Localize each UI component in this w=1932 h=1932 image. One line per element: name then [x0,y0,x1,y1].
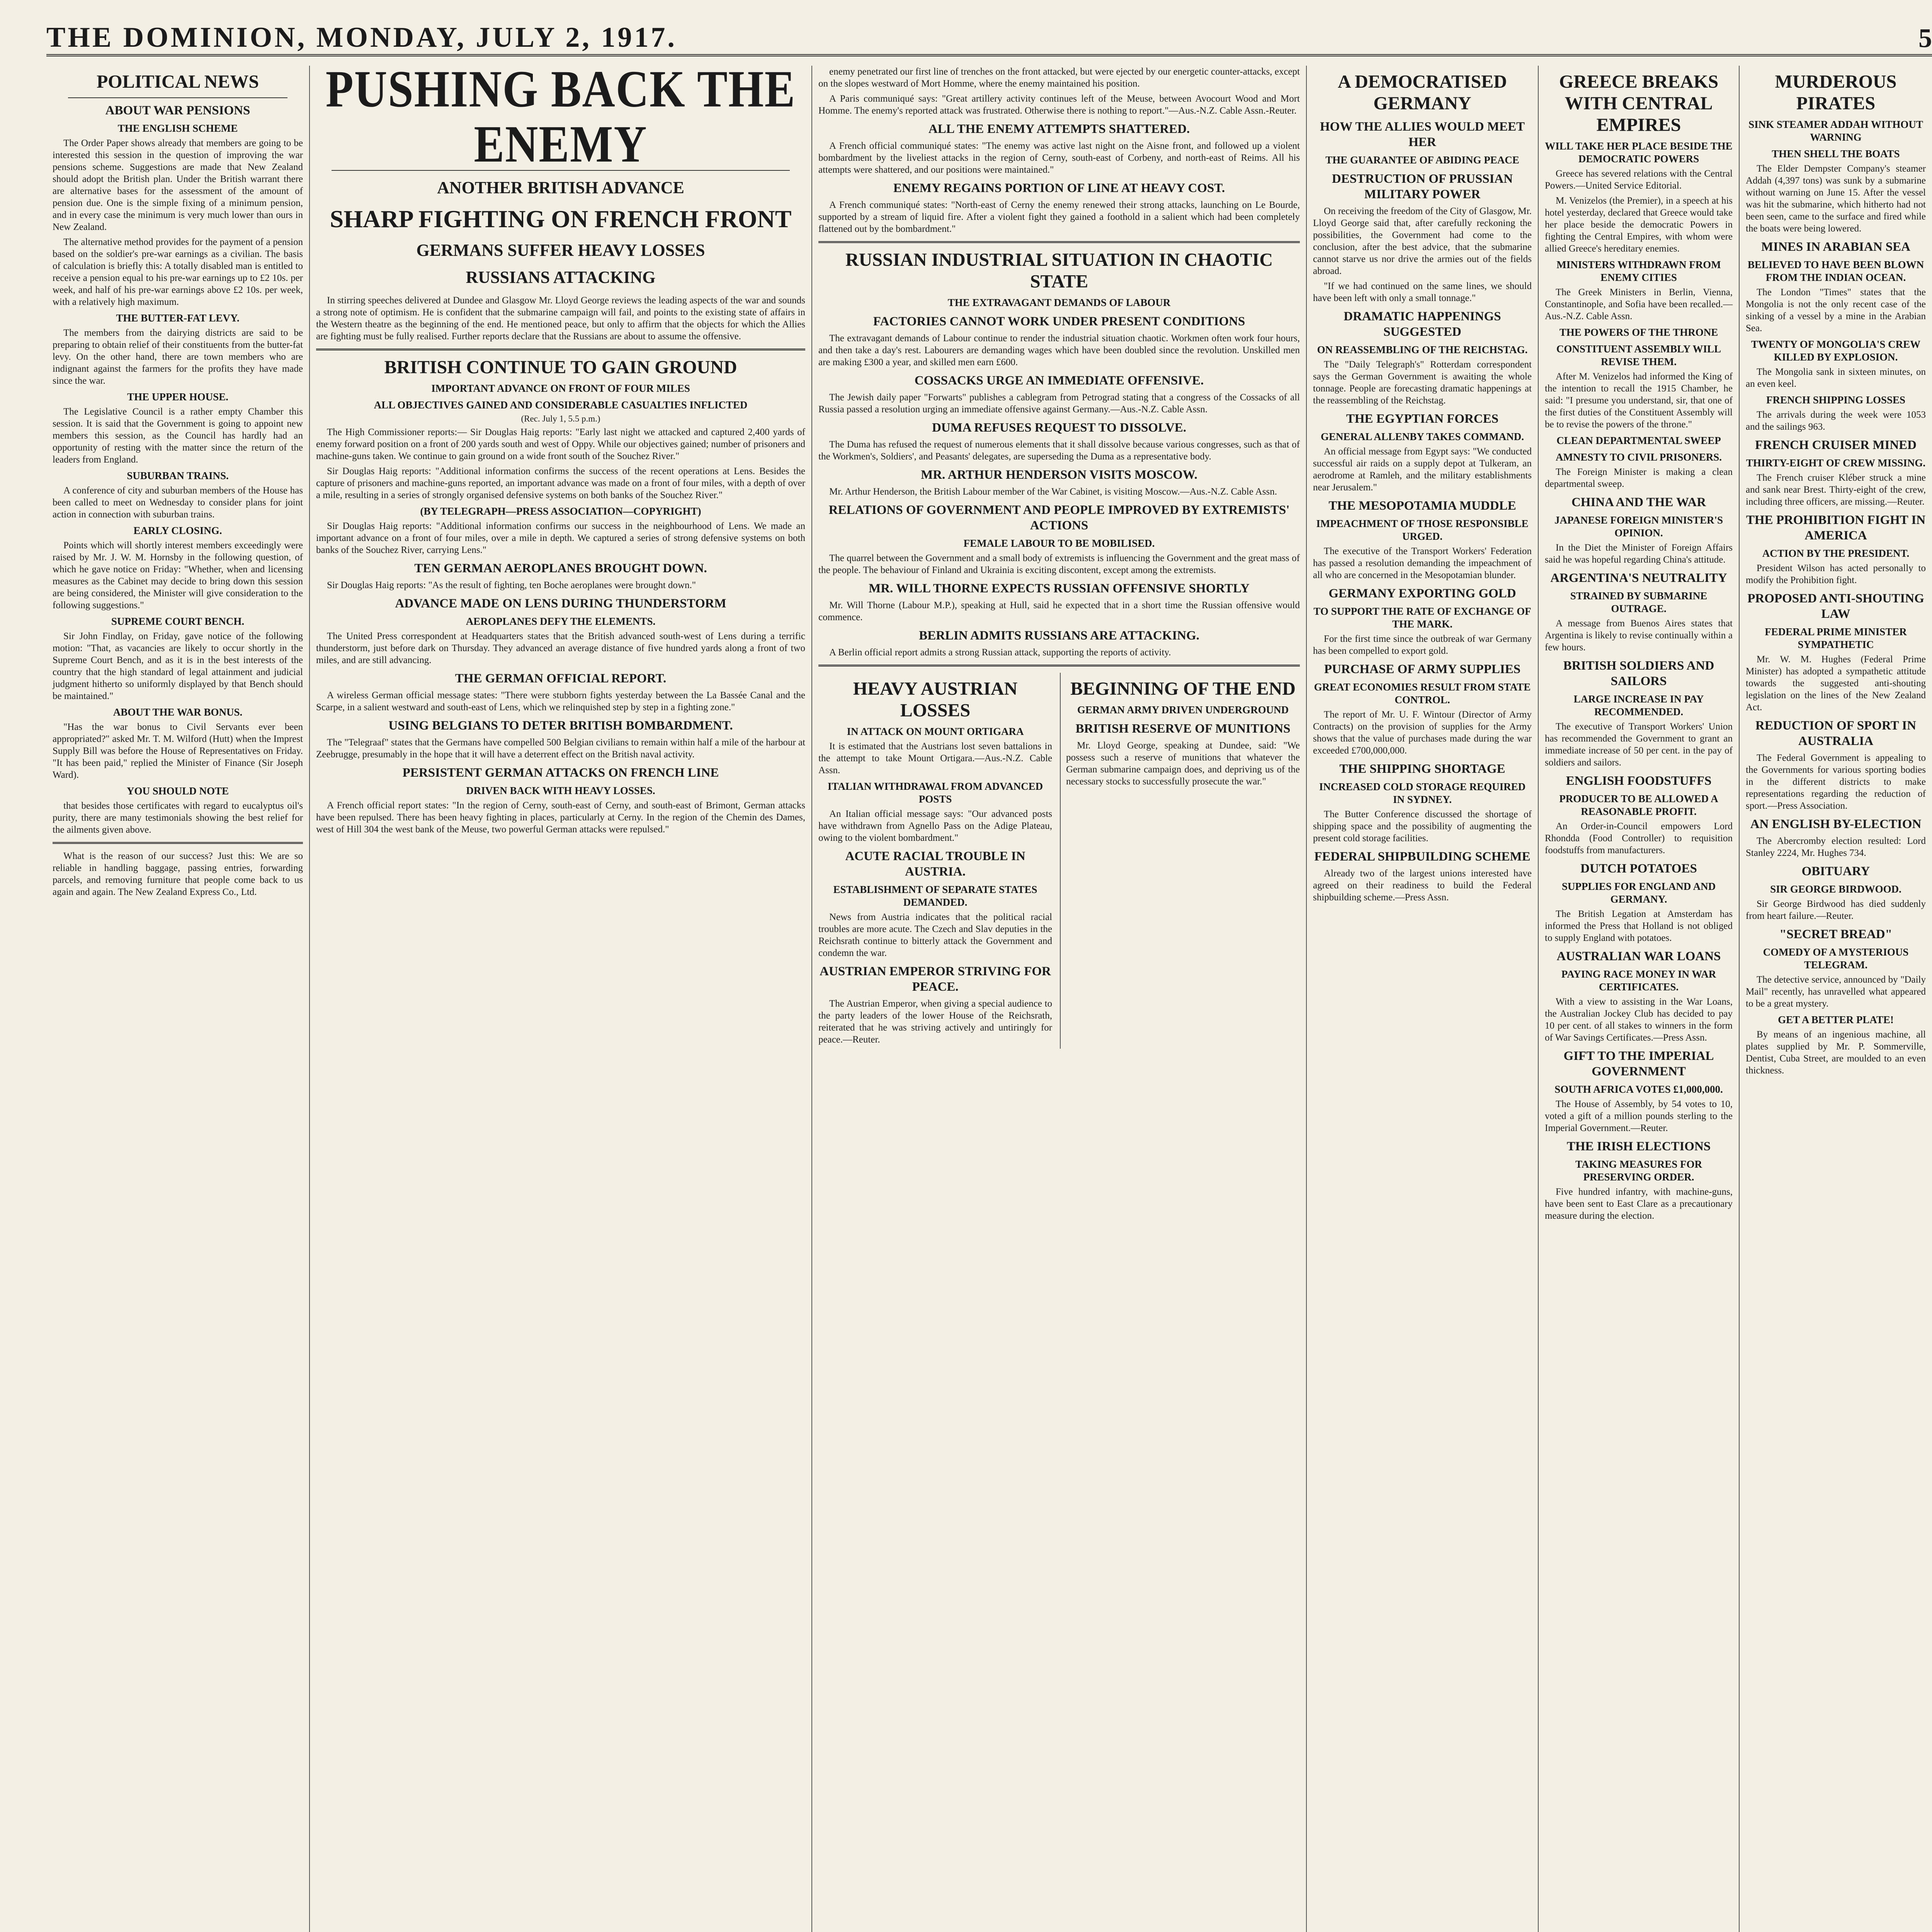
headline: GIFT TO THE IMPERIAL GOVERNMENT [1563,1049,1714,1078]
austrian-news [818,673,1052,1049]
headline: ADVANCE MADE ON LENS DURING THUNDERSTORM [395,597,726,611]
headline: BRITISH RESERVE OF MUNITIONS [1075,722,1291,736]
subheadline: SUBURBAN TRAINS. [127,470,229,481]
article-text: News from Austria indicates that the political racial troubles are more acute. The Czech and Slav deputies in the Reichsrath continue to bitterly attack the Government and condemn the war. [818,912,1052,958]
article-text: It is estimated that the Austrians lost seven battalions in the attempt to take Mount Ortigara.—Aus.-N.Z. Cable Assn. [818,741,1052,776]
article-text: Points which will shortly interest members exceedingly were raised by Mr. J. W. M. Hornsby in the following question, of which he gave notice on Friday: "Whether, when and licensing measures as the Cabinet may decide to bring down this session are being considered, the Minister will give consideration to the following suggestions." [53,540,303,611]
article-text: In stirring speeches delivered at Dundee and Glasgow Mr. Lloyd George reviews the leading aspects of the war and sounds a strong note of optimism. He is confident that the submarine campaign will fail, and points to the existing state of affairs in the Western theatre as the beginning of the end. He mentioned peace, but only to affirm that the objects for which the Allies are fighting must be fully realised. Further reports declare that the Russians are about to assume the offensive. [316,295,805,342]
article-text: The quarrel between the Government and a small body of extremists is influencing the Government and the great mass of the people. The behaviour of Finland and Ukrainia is exciting discontent, except among the extremists. [818,553,1300,575]
article-text: Already two of the largest unions interested have agreed on their readiness to build the Federal shipbuilding scheme.—Press Assn. [1313,868,1532,903]
headline: PURCHASE OF ARMY SUPPLIES [1324,662,1521,676]
subheadline: ACTION BY THE PRESIDENT. [1762,548,1910,559]
headline: SHARP FIGHTING ON FRENCH FRONT [330,205,792,233]
article-text: The British Legation at Amsterdam has informed the Press that Holland is not obliged to supply England with potatoes. [1545,909,1733,943]
subheadline: GERMAN ARMY DRIVEN UNDERGROUND [1077,704,1289,716]
subheadline: AMNESTY TO CIVIL PRISONERS. [1555,451,1722,463]
advertisement-text: What is the reason of our success? Just this: We are so reliable in handling baggage, passing entries, forwarding parcels, and removing furniture that people come back to us again and again. The New Zealand Express Co., Ltd. [53,851,303,897]
subheadline: TAKING MEASURES FOR PRESERVING ORDER. [1575,1158,1702,1183]
headline: GERMANY EXPORTING GOLD [1328,587,1516,600]
page-number: 5 [1918,24,1932,53]
headline: FRENCH CRUISER MINED [1755,438,1917,452]
article-text: The Foreign Minister is making a clean departmental sweep. [1545,467,1733,489]
subheadline: SIR GEORGE BIRDWOOD. [1770,883,1901,895]
headline: ENGLISH FOODSTUFFS [1566,774,1712,788]
headline: THE GERMAN OFFICIAL REPORT. [455,672,667,685]
headline: MR. WILL THORNE EXPECTS RUSSIAN OFFENSIVE SHORTLY [869,582,1250,595]
article-text: The executive of the Transport Workers' Federation has passed a resolution demanding the impeachment of all who are concerned in the Mesopotamian blunder. [1313,546,1532,580]
article-text: Mr. Lloyd George, speaking at Dundee, said: "We possess such a reserve of munitions that whatever the German submarine campaign does, and depriving us of the necessary stocks to successfully prosecute the war." [1066,740,1300,787]
subheadline: THE EXTRAVAGANT DEMANDS OF LABOUR [947,297,1171,308]
headline: ACUTE RACIAL TROUBLE IN AUSTRIA. [845,849,1026,879]
dateline: (Rec. July 1, 5.5 p.m.) [521,414,600,423]
subheadline: THE GUARANTEE OF ABIDING PEACE [1325,154,1519,166]
article-text: The alternative method provides for the payment of a pension based on the soldier's pre-war earnings as a civilian. The basis of calculation is briefly this: A totally disabled man is entitled to receive a pension equal to his pre-war earnings up to £2 10s. per week, and half of his pre-war earnings above £2 10s. per week, with a relatively high maximum. [53,237,303,307]
headline: PROPOSED ANTI-SHOUTING LAW [1747,592,1924,621]
subheadline: SUPPLIES FOR ENGLAND AND GERMANY. [1561,881,1716,905]
headline: RELATIONS OF GOVERNMENT AND PEOPLE IMPROVED BY EXTREMISTS' ACTIONS [828,503,1290,532]
subheadline: ALL OBJECTIVES GAINED AND CONSIDERABLE CASUALTIES INFLICTED [374,399,748,411]
subheadline: INCREASED COLD STORAGE REQUIRED IN SYDNEY. [1319,781,1526,805]
article-text: The French cruiser Kléber struck a mine and sank near Brest. Thirty-eight of the crew, including three officers, are missing.—Reuter. [1746,473,1926,507]
subheadline: ON REASSEMBLING OF THE REICHSTAG. [1317,344,1528,355]
article-text: A message from Buenos Aires states that Argentina is likely to revise continually within a few hours. [1545,618,1733,653]
subheadline: TWENTY OF MONGOLIA'S CREW KILLED BY EXPLOSION. [1751,338,1921,363]
article-text: The Duma has refused the request of numerous elements that it shall dissolve because various congresses, such as that of the Workmen's, Soldiers', and Peasants' delegates, are superseding the Duma as a representative body. [818,439,1300,462]
subheadline: THE POWERS OF THE THRONE [1559,327,1718,338]
headline: ALL THE ENEMY ATTEMPTS SHATTERED. [928,122,1190,136]
headline: CHINA AND THE WAR [1571,495,1706,509]
article-text: The Greek Ministers in Berlin, Vienna, Constantinople, and Sofia have been recalled.—Aus.-N.Z. Cable Assn. [1545,287,1733,321]
headline: DRAMATIC HAPPENINGS SUGGESTED [1344,310,1501,339]
article-text: "Has the war bonus to Civil Servants ever been appropriated?" asked Mr. T. M. Wilford (Hutt) when the Imprest Supply Bill was before the House of Representatives on Friday. "It has been paid," replied the Minister of Finance (Sir Joseph Ward). [53,722,303,780]
article-text: The Elder Dempster Company's steamer Addah (4,397 tons) was sunk by a submarine without warning on June 15. After the vessel was hit the submarine, which hitherto had not been seen, came to the surface and fired while the boats were being lowered. [1746,163,1926,234]
subheadline: ESTABLISHMENT OF SEPARATE STATES DEMANDED. [833,884,1037,908]
article-text: The executive of Transport Workers' Union has recommended the Government to grant an immediate increase of 50 per cent. in the pay of soldiers and sailors. [1545,721,1733,768]
subheadline: WILL TAKE HER PLACE BESIDE THE DEMOCRATIC POWERS [1545,140,1733,165]
subheadline: IMPORTANT ADVANCE ON FRONT OF FOUR MILES [431,383,690,394]
subheadline: EARLY CLOSING. [133,525,222,536]
column-russia-news [811,66,1306,1932]
article-text: In the Diet the Minister of Foreign Affairs said he was hopeful regarding China's attitude. [1545,543,1733,565]
page-title: THE DOMINION, MONDAY, JULY 2, 1917. [46,22,677,53]
article-text: Five hundred infantry, with machine-guns, have been sent to East Clare as a precautionary measure during the election. [1545,1187,1733,1221]
headline: AUSTRALIAN WAR LOANS [1556,949,1721,963]
article-text: The House of Assembly, by 54 votes to 10, voted a gift of a million pounds sterling to the Imperial Government.—Reuter. [1545,1099,1733,1133]
subheadline: GENERAL ALLENBY TAKES COMMAND. [1320,431,1524,442]
headline: RUSSIANS ATTACKING [466,268,656,287]
article-text: A Berlin official report admits a strong Russian attack, supporting the reports of activity. [829,647,1171,658]
article-text: The Abercromby election resulted: Lord Stanley 2224, Mr. Hughes 734. [1746,836,1926,858]
headline: BRITISH CONTINUE TO GAIN GROUND [384,357,737,378]
subheadline: SOUTH AFRICA VOTES £1,000,000. [1554,1083,1723,1095]
subheadline: BELIEVED TO HAVE BEEN BLOWN FROM THE INDIAN OCEAN. [1747,259,1924,283]
article-text: The Legislative Council is a rather empty Chamber this session. It is said that the Government is going to appoint new members this session, as the Council has hardly had an opportunity of resting with the matter since the return of the leaders from England. [53,406,303,465]
article-text: The extravagant demands of Labour continue to render the industrial situation chaotic. Workmen often work four hours, and then take a day's rest. Labourers are demanding wages which have been doubled since the revolution. Unskilled men are making £300 a year, and skilled men earn £600. [818,333,1300,367]
article-text: A French official communiqué states: "The enemy was active last night on the Aisne front, and followed up a violent bombardment by the liveliest attacks in the region of Cerny, south-east of Corbeny, and north-east of Reims. All his attempts were shattered, and our positions were maintained." [818,141,1300,175]
subheadline: AEROPLANES DEFY THE ELEMENTS. [466,616,656,627]
headline: FACTORIES CANNOT WORK UNDER PRESENT CONDITIONS [873,315,1245,328]
headline: TEN GERMAN AEROPLANES BROUGHT DOWN. [414,561,707,575]
subheadline: IMPEACHMENT OF THOSE RESPONSIBLE URGED. [1316,518,1529,542]
headline: USING BELGIANS TO DETER BRITISH BOMBARDMENT. [388,719,733,733]
article-text: An Order-in-Council empowers Lord Rhondda (Food Controller) to requisition foodstuffs from manufacturers. [1545,821,1733,855]
article-text: The Austrian Emperor, when giving a special audience to the party leaders of the lower House of the Reichsrath, reiterated that he was striving actively and untiringly for peace.—Reuter. [818,998,1052,1045]
article-text: The London "Times" states that the Mongolia is not the only recent case of the sinking of a vessel by a mine in the Arabian Sea. [1746,287,1926,333]
subheadline: PAYING RACE MONEY IN WAR CERTIFICATES. [1561,968,1716,993]
article-text: The United Press correspondent at Headquarters states that the British advanced south-west of Lens during a terrific thunderstorm, just before dark on Thursday. They advanced an average distance of five hundred yards along a front of two miles, and are still advancing. [316,631,805,665]
article-text: The report of Mr. U. F. Wintour (Director of Army Contracts) on the provision of supplies for the Army shows that the value of purchases made during the war exceeded £700,000,000. [1313,709,1532,756]
article-text: By means of an ingenious machine, all plates supplied by Mr. P. Sommerville, Dentist, Cuba Street, are moulded to an even thickness. [1746,1029,1926,1076]
article-text: A French communiqué states: "North-east of Cerny the enemy renewed their strong attacks, launching on Le Bourde, supported by a stream of liquid fire. After a violent fight they gained a foothold in a salient which had been completely flattened out by the bombardment." [818,200,1300,234]
headline: OBITUARY [1801,864,1870,878]
subheadline: FEDERAL PRIME MINISTER SYMPATHETIC [1765,626,1907,650]
headline: MR. ARTHUR HENDERSON VISITS MOSCOW. [921,468,1197,482]
article-text: With a view to assisting in the War Loans, the Australian Jockey Club has decided to pay 10 per cent. of all stakes to winners in the form of War Savings Certificates.—Press Assn. [1545,997,1733,1043]
article-text: "If we had continued on the same lines, we should have been left with only a small tonnage." [1313,281,1532,303]
headline: BERLIN ADMITS RUSSIANS ARE ATTACKING. [919,629,1199,643]
section-heading: POLITICAL NEWS [96,71,259,92]
subheadline: LARGE INCREASE IN PAY RECOMMENDED. [1573,693,1704,718]
article-text: Mr. W. M. Hughes (Federal Prime Minister) has adopted a sympathetic attitude towards the suggested anti-shouting legislation on the lines of the New Zealand Act. [1746,654,1926,713]
subheadline: COMEDY OF A MYSTERIOUS TELEGRAM. [1763,946,1909,971]
headline: AN ENGLISH BY-ELECTION [1750,817,1922,831]
article-text: Sir Douglas Haig reports: "Additional information confirms the success of the recent operations at Lens. Besides the capture of prisoners and machine-guns reported, an important advance was made on a front of four miles, with a depth of over a mile, resulting in a series of strongly organised defensive systems on both banks of the Souchez River." [316,466,805,500]
article-text: A conference of city and suburban members of the House has been called to meet on Wednesday to consider plans for joint action in connection with suburban trains. [53,485,303,520]
headline: ABOUT WAR PENSIONS [105,104,250,117]
subheadline: JAPANESE FOREIGN MINISTER'S OPINION. [1554,514,1723,539]
article-text: An Italian official message says: "Our advanced posts have withdrawn from Agnello Pass on the Adige Plateau, owing to the violent bombardment." [818,809,1052,843]
subheadline: IN ATTACK ON MOUNT ORTIGARA [847,726,1024,737]
headline: A DEMOCRATISED GERMANY [1338,71,1507,114]
end-news [1060,673,1300,1049]
headline: THE EGYPTIAN FORCES [1346,412,1499,426]
headline: THE PROHIBITION FIGHT IN AMERICA [1746,513,1926,543]
headline: RUSSIAN INDUSTRIAL SITUATION IN CHAOTIC STATE [845,250,1273,292]
subheadline: FRENCH SHIPPING LOSSES [1766,394,1906,406]
article-text: Sir John Findlay, on Friday, gave notice of the following motion: "That, as vacancies are likely to occur shortly in the Supreme Court Bench, and as it is in the best interests of the country that the high standard of legal attainment and judicial judgment hitherto so uniformly displayed by that Bench should be maintained." [53,631,303,701]
article-text: For the first time since the outbreak of war Germany has been compelled to export gold. [1313,634,1532,656]
headline: BEGINNING OF THE END [1070,679,1296,699]
article-text: The detective service, announced by "Daily Mail" recently, has unravelled what appeared to be a great mystery. [1746,975,1926,1009]
article-text: President Wilson has acted personally to modify the Prohibition fight. [1746,563,1926,585]
article-text: The Order Paper shows already that members are going to be interested this session in the question of improving the war pensions scheme. Suggestions are made that New Zealand should adopt the British plan. Under the British warrant there are alternative bases for the assessment of the amount of pension due. One is the simple fixing of a minimum pension, and in every case the minimum is very much lower than ours in New Zealand. [53,138,303,232]
subheadline: SINK STEAMER ADDAH WITHOUT WARNING [1748,119,1923,143]
article-text: The Mongolia sank in sixteen minutes, on an even keel. [1746,367,1926,389]
article-text: The "Telegraaf" states that the Germans have compelled 500 Belgian civilians to remain within half a mile of the harbour at Zeebrugge, presumably in the hope that it will have a deterrent effect on the British naval activity. [316,737,805,760]
article-text: A wireless German official message states: "There were stubborn fights yesterday between the La Bassée Canal and the Scarpe, in a salient westward and south-east of Lens, which we relinquished step by step in a fighting zone." [316,690,805,713]
article-text: Greece has severed relations with the Central Powers.—United Service Editorial. [1545,168,1733,191]
article-text: M. Venizelos (the Premier), in a speech at his hotel yesterday, declared that Greece would take her place beside the democratic Powers in fighting the Central Empires, with whom were allied Greece's hereditary enemies. [1545,196,1733,254]
split-section [818,673,1300,1049]
article-text: An official message from Egypt says: "We conducted successful air raids on a supply depot at Tulkeram, an aerodrome at Ramleh, and the military establishments near Jerusalem." [1313,446,1532,493]
page-columns [46,66,1932,1932]
column-germany [1306,66,1538,1932]
headline: MURDEROUS PIRATES [1775,71,1897,114]
headline: DESTRUCTION OF PRUSSIAN MILITARY POWER [1332,172,1513,201]
subheadline: GREAT ECONOMIES RESULT FROM STATE CONTROL. [1314,681,1531,706]
subheadline: DRIVEN BACK WITH HEAVY LOSSES. [466,785,655,796]
headline: ARGENTINA'S NEUTRALITY [1550,571,1727,585]
subheadline: GET A BETTER PLATE! [1778,1014,1894,1026]
subheadline: FEMALE LABOUR TO BE MOBILISED. [963,537,1155,549]
headline: HEAVY AUSTRIAN LOSSES [853,679,1018,721]
subheadline: THE ENGLISH SCHEME [117,122,238,134]
subheadline: THE UPPER HOUSE. [127,391,228,403]
subheadline: CONSTITUENT ASSEMBLY WILL REVISE THEM. [1556,343,1721,367]
subheadline: THE BUTTER-FAT LEVY. [116,312,240,324]
headline: ANOTHER BRITISH ADVANCE [437,178,684,197]
article-text: After M. Venizelos had informed the King of the intention to recall the 1915 Chamber, he said: "I presume you understand, sir, that one of the first duties of the Constituent Assembly will be to revise the powers of the throne." [1545,371,1733,430]
column-war-news [309,66,811,1932]
article-text: Sir George Birdwood has died suddenly from heart failure.—Reuter. [1746,899,1926,921]
subheadline: SUPREME COURT BENCH. [111,616,245,627]
headline: HOW THE ALLIES WOULD MEET HER [1320,120,1525,149]
subheadline: TO SUPPORT THE RATE OF EXCHANGE OF THE MARK. [1313,605,1531,630]
headline: AUSTRIAN EMPEROR STRIVING FOR PEACE. [820,964,1051,994]
subheadline: STRAINED BY SUBMARINE OUTRAGE. [1570,590,1708,614]
headline: REDUCTION OF SPORT IN AUSTRALIA [1755,719,1916,748]
article-text: The members from the dairying districts are said to be preparing to obtain relief of their constituents from the butter-fat levy. On the other hand, there are town members who are indignant against the farmers for the profits they have made since the war. [53,328,303,386]
article-text: The "Daily Telegraph's" Rotterdam correspondent says the German Government is awaiting the whole tonnage. People are forecasting dramatic happenings at the reassembling of the Reichstag. [1313,359,1532,406]
headline: DUMA REFUSES REQUEST TO DISSOLVE. [932,421,1187,435]
column-pirates [1739,66,1932,1932]
article-text: The Federal Government is appealing to the Governments for various sporting bodies in the different districts to make representations regarding the reduction of sport.—Press Association. [1746,753,1926,811]
column-greece [1538,66,1739,1932]
article-text: A French official report states: "In the region of Cerny, south-east of Cerny, and south-east of Brimont, German attacks have been repulsed. There has been heavy fighting in places, particularly at Cerny. In the region of the Chemin des Dames, west of Hill 304 the west bank of the Meuse, two powerful German attacks were repulsed." [316,800,805,835]
headline: THE IRISH ELECTIONS [1566,1139,1711,1153]
article-text: Mr. Arthur Henderson, the British Labour member of the War Cabinet, is visiting Moscow.—Aus.-N.Z. Cable Assn. [829,486,1277,497]
article-text: Sir Douglas Haig reports: "As the result of fighting, ten Boche aeroplanes were brought down." [327,580,696,590]
masthead [46,12,1932,56]
article-text: The arrivals during the week were 1053 and the sailings 963. [1746,410,1926,432]
main-headline: PUSHING BACK THE ENEMY [325,66,796,173]
headline: THE MESOPOTAMIA MUDDLE [1328,499,1516,513]
article-text: On receiving the freedom of the City of Glasgow, Mr. Lloyd George said that, after carefully reckoning the possibilities, the Government had come to the conclusion, after the best advice, that the submarine cannot starve us nor drive the armies out of the fields abroad. [1313,206,1532,276]
headline: COSSACKS URGE AN IMMEDIATE OFFENSIVE. [914,374,1204,388]
article-text: enemy penetrated our first line of trenches on the front attacked, but were ejected by our energetic counter-attacks, except on the slopes westward of Mort Homme, where the enemy maintained his position. [818,66,1300,89]
headline: GERMANS SUFFER HEAVY LOSSES [416,241,705,260]
article-text: that besides those certificates with regard to eucalyptus oil's purity, there are many testimonials showing the best relief for the ailments given above. [53,801,303,835]
subheadline: YOU SHOULD NOTE [126,785,229,797]
column-political-news [46,66,309,1932]
headline: BRITISH SOLDIERS AND SAILORS [1563,659,1714,688]
article-text: Sir Douglas Haig reports: "Additional information confirms our success in the neighbourhood of Lens. We made an important advance on a front of four miles, over a mile in depth. We captured a series of strong defensive systems on both banks of the Souchez River, carrying Lens." [316,521,805,555]
subheadline: PRODUCER TO BE ALLOWED A REASONABLE PROFIT. [1559,793,1718,817]
subheadline: ITALIAN WITHDRAWAL FROM ADVANCED POSTS [827,781,1043,805]
headline: PERSISTENT GERMAN ATTACKS ON FRENCH LINE [402,766,719,780]
article-text: The Butter Conference discussed the shortage of shipping space and the possibility of augmenting the present cold storage facilities. [1313,809,1532,844]
headline: DUTCH POTATOES [1580,862,1697,876]
subheadline: MINISTERS WITHDRAWN FROM ENEMY CITIES [1556,259,1721,283]
headline: MINES IN ARABIAN SEA [1761,240,1910,254]
subheadline: THEN SHELL THE BOATS [1772,148,1900,160]
article-text: Mr. Will Thorne (Labour M.P.), speaking at Hull, said he expected that in a short time the Russian offensive would commence. [818,600,1300,622]
subheadline: ABOUT THE WAR BONUS. [113,706,243,718]
subheadline: THIRTY-EIGHT OF CREW MISSING. [1746,457,1926,469]
headline: GREECE BREAKS WITH CENTRAL EMPIRES [1559,71,1719,135]
headline: THE SHIPPING SHORTAGE [1339,762,1505,776]
article-text: The Jewish daily paper "Forwarts" publishes a cablegram from Petrograd stating that a congress of the Cossacks of all Russia passed a resolution urging an immediate offensive against Germany.—Aus.-N.Z. Cable Assn. [818,392,1300,415]
article-text: The High Commissioner reports:— Sir Douglas Haig reports: "Early last night we attacked and captured 2,400 yards of enemy forward position on a front of 200 yards south and west of Oppy. While our objectives gained; number of prisoners and machine-guns taken. We continue to gain ground on a wide front south of the Souchez River." [316,427,805,461]
subheadline: CLEAN DEPARTMENTAL SWEEP [1556,435,1721,446]
subheadline: (BY TELEGRAPH—PRESS ASSOCIATION—COPYRIGHT) [420,505,701,517]
headline: FEDERAL SHIPBUILDING SCHEME [1314,850,1531,864]
article-text: A Paris communiqué says: "Great artillery activity continues left of the Meuse, between Avocourt Wood and Mort Homme. The enemy's reported attack was frustrated. Otherwise there is nothing to report."—Aus.-N.Z. Cable Assn.-Reuter. [818,94,1300,116]
headline: "SECRET BREAD" [1779,927,1892,941]
headline: ENEMY REGAINS PORTION OF LINE AT HEAVY COST. [893,181,1225,195]
